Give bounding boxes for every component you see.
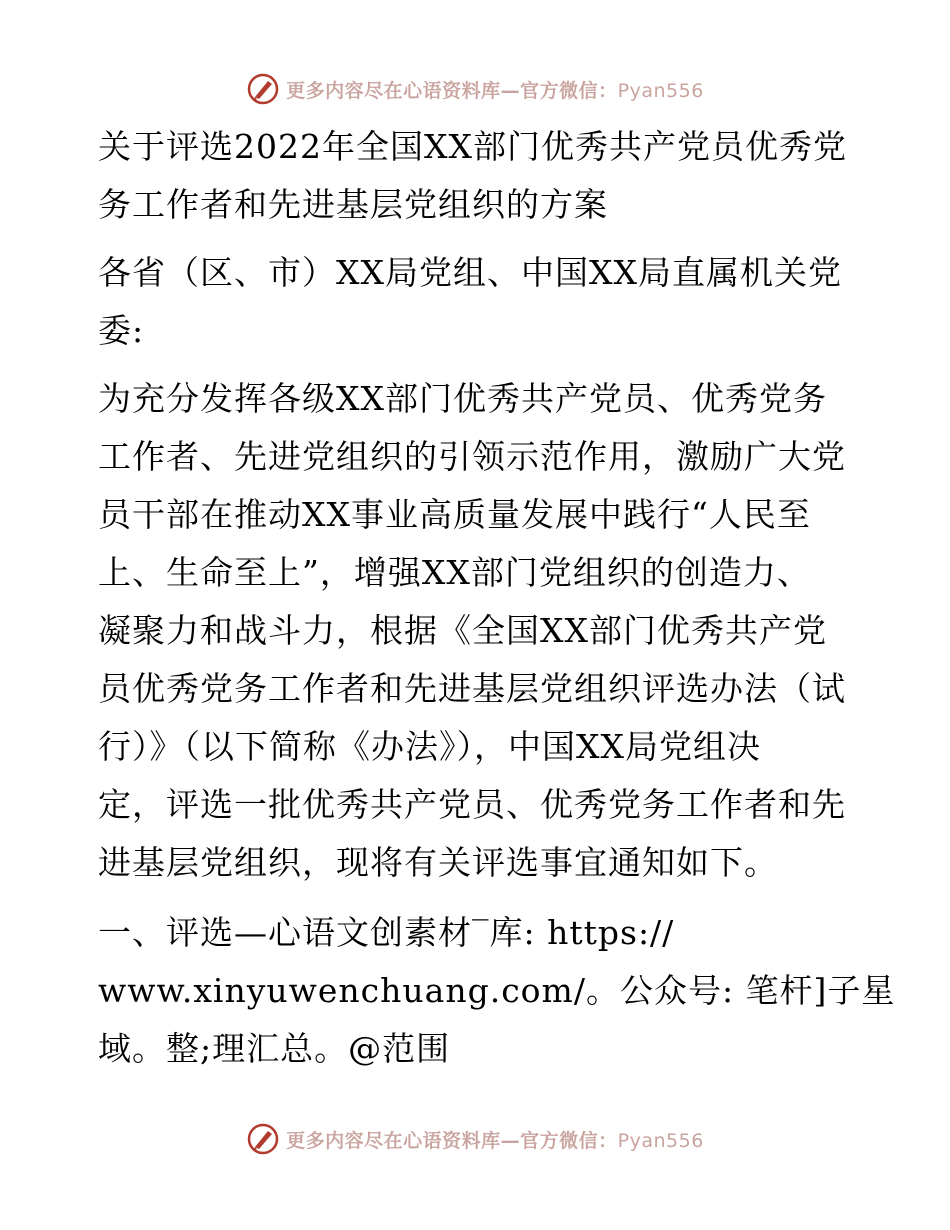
body-line: 进基层党组织，现将有关评选事宜通知如下。 xyxy=(98,843,778,882)
body-line: 定，评选一批优秀共产党员、优秀党务工作者和先 xyxy=(98,785,846,824)
watermark-text: 更多内容尽在心语资料库—官方微信：Pyan556 xyxy=(286,79,704,102)
watermark-footer xyxy=(0,1122,950,1156)
salutation-line: 委: xyxy=(98,311,145,350)
document-body xyxy=(98,118,896,1086)
salutation-line: 各省（区、市）XX局党组、中国XX局直属机关党 xyxy=(98,253,842,292)
title-line: 关于评选2022年全国XX部门优秀共产党员优秀党 xyxy=(98,127,847,166)
body-line: 上、生命至上”，增强XX部门党组织的创造力、 xyxy=(98,553,811,592)
body-line: 凝聚力和战斗力，根据《全国XX部门优秀共产党 xyxy=(98,611,827,650)
body-line: 行）》（以下简称《办法》），中国XX局党组决 xyxy=(98,727,761,766)
body-line: 员优秀党务工作者和先进基层党组织评选办法（试 xyxy=(98,669,846,708)
body-line: 工作者、先进党组织的引领示范作用，激励广大党 xyxy=(98,437,846,476)
section-line: www.xinyuwenchuang.com/。公众号: 笔杆]子星 xyxy=(98,971,896,1010)
body-paragraph xyxy=(98,370,858,892)
section-line: 一、评选—心语文创素材‾库: https:// xyxy=(98,913,675,952)
section-heading-paragraph xyxy=(98,904,896,1078)
section-line: 域。整;理汇总。@范围 xyxy=(98,1029,451,1068)
body-line: 员干部在推动XX事业高质量发展中践行“人民至 xyxy=(98,495,811,534)
body-line: 为充分发挥各级XX部门优秀共产党员、优秀党务 xyxy=(98,379,827,418)
watermark-header xyxy=(0,72,950,106)
pen-logo-icon xyxy=(246,72,280,106)
watermark-wechat-id: Pyan556 xyxy=(617,79,704,102)
document-title xyxy=(98,118,858,234)
watermark-text: 更多内容尽在心语资料库—官方微信：Pyan556 xyxy=(286,1129,704,1152)
watermark-wechat-id: Pyan556 xyxy=(617,1129,704,1152)
salutation xyxy=(98,244,858,360)
title-line: 务工作者和先进基层党组织的方案 xyxy=(98,185,608,224)
pen-logo-icon xyxy=(246,1122,280,1156)
